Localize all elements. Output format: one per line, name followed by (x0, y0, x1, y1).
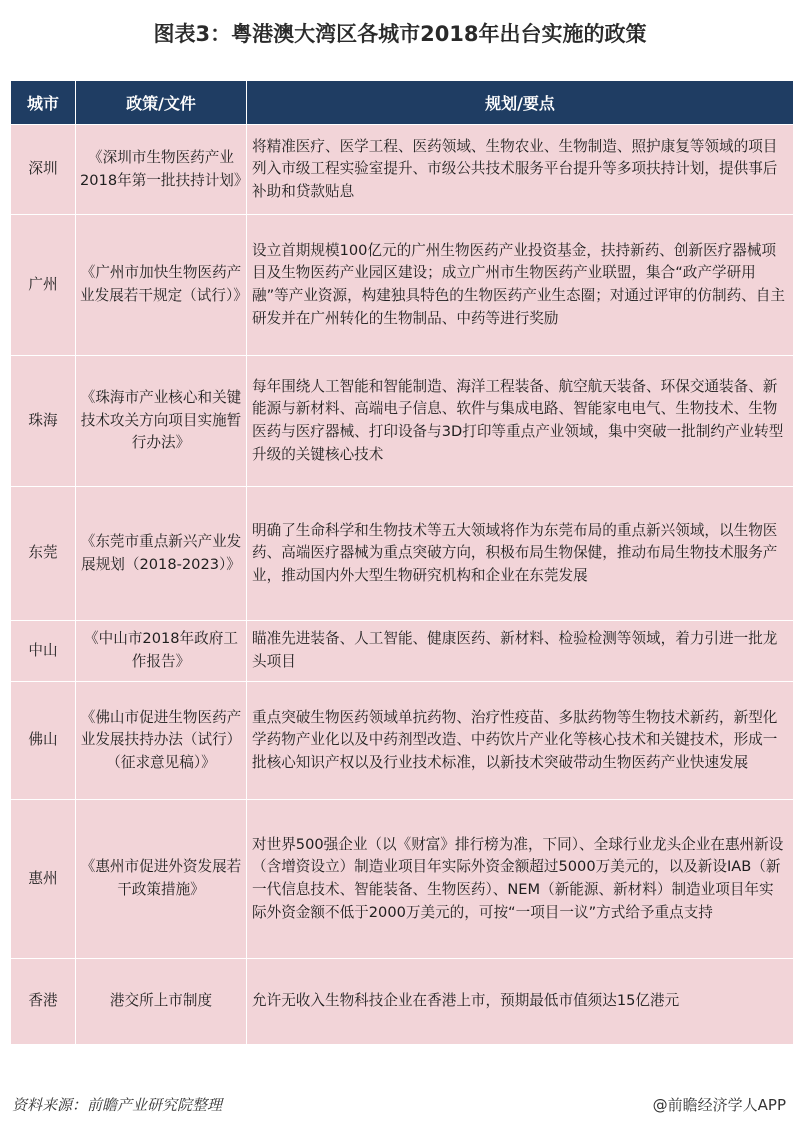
city-cell: 珠海 (11, 356, 76, 487)
table-row (11, 800, 794, 959)
plan-cell: 对世界500强企业（以《财富》排行榜为准，下同）、全球行业龙头企业在惠州新设（含增资设立）制造业项目年实际外资金额超过5000万美元的，以及新设IAB（新一代信息技术、智能装备、生物医药）、NEM（新能源、新材料）制造业项目年实际外资金额不低于2000万美元的，可按“一项目一议”方式给予重点支持 (247, 800, 794, 959)
policy-cell: 《东莞市重点新兴产业发展规划（2018-2023）》 (76, 487, 247, 621)
credit-note: @前瞻经济学人APP (652, 1096, 786, 1114)
table-header-row (11, 81, 794, 125)
plan-cell: 瞄准先进装备、人工智能、健康医药、新材料、检验检测等领域，着力引进一批龙头项目 (247, 621, 794, 682)
plan-cell: 将精准医疗、医学工程、医药领域、生物农业、生物制造、照护康复等领域的项目列入市级工程实验室提升、市级公共技术服务平台提升等多项扶持计划，提供事后补助和贷款贴息 (247, 125, 794, 215)
table-row (11, 125, 794, 215)
policy-cell: 《深圳市生物医药产业2018年第一批扶持计划》 (76, 125, 247, 215)
table-row (11, 682, 794, 800)
city-cell: 中山 (11, 621, 76, 682)
table-row (11, 356, 794, 487)
table-row (11, 621, 794, 682)
city-cell: 佛山 (11, 682, 76, 800)
plan-cell: 明确了生命科学和生物技术等五大领域将作为东莞布局的重点新兴领域，以生物医药、高端医疗器械为重点突破方向，积极布局生物保健，推动布局生物技术服务产业，推动国内外大型生物研究机构和企业在东莞发展 (247, 487, 794, 621)
policy-cell: 《广州市加快生物医药产业发展若干规定（试行）》 (76, 215, 247, 356)
plan-cell: 允许无收入生物科技企业在香港上市，预期最低市值须达15亿港元 (247, 959, 794, 1045)
plan-cell: 重点突破生物医药领域单抗药物、治疗性疫苗、多肽药物等生物技术新药，新型化学药物产业化以及中药剂型改造、中药饮片产业化等核心技术和关键技术，形成一批核心知识产权以及行业技术标准，以新技术突破带动生物医药产业快速发展 (247, 682, 794, 800)
policy-table (10, 80, 794, 1045)
city-cell: 东莞 (11, 487, 76, 621)
table-row (11, 487, 794, 621)
policy-cell: 《中山市2018年政府工作报告》 (76, 621, 247, 682)
policy-cell: 《佛山市促进生物医药产业发展扶持办法（试行）（征求意见稿）》 (76, 682, 247, 800)
policy-cell: 港交所上市制度 (76, 959, 247, 1045)
table-row (11, 959, 794, 1045)
page-title: 图表3：粤港澳大湾区各城市2018年出台实施的政策 (153, 22, 647, 46)
header-plan: 规划/要点 (247, 81, 794, 125)
table-row (11, 215, 794, 356)
policy-cell: 《珠海市产业核心和关键技术攻关方向项目实施暂行办法》 (76, 356, 247, 487)
city-cell: 广州 (11, 215, 76, 356)
header-city: 城市 (11, 81, 76, 125)
city-cell: 惠州 (11, 800, 76, 959)
header-policy: 政策/文件 (76, 81, 247, 125)
city-cell: 香港 (11, 959, 76, 1045)
plan-cell: 每年围绕人工智能和智能制造、海洋工程装备、航空航天装备、环保交通装备、新能源与新材料、高端电子信息、软件与集成电路、智能家电电气、生物技术、生物医药与医疗器械、打印设备与3D打印等重点产业领域，集中突破一批制约产业转型升级的关键核心技术 (247, 356, 794, 487)
plan-cell: 设立首期规模100亿元的广州生物医药产业投资基金，扶持新药、创新医疗器械项目及生物医药产业园区建设；成立广州市生物医药产业联盟，集合“政产学研用融”等产业资源，构建独具特色的生物医药产业生态圈；对通过评审的仿制药、自主研发并在广州转化的生物制品、中药等进行奖励 (247, 215, 794, 356)
policy-cell: 《惠州市促进外资发展若干政策措施》 (76, 800, 247, 959)
source-note: 资料来源：前瞻产业研究院整理 (12, 1096, 223, 1114)
city-cell: 深圳 (11, 125, 76, 215)
